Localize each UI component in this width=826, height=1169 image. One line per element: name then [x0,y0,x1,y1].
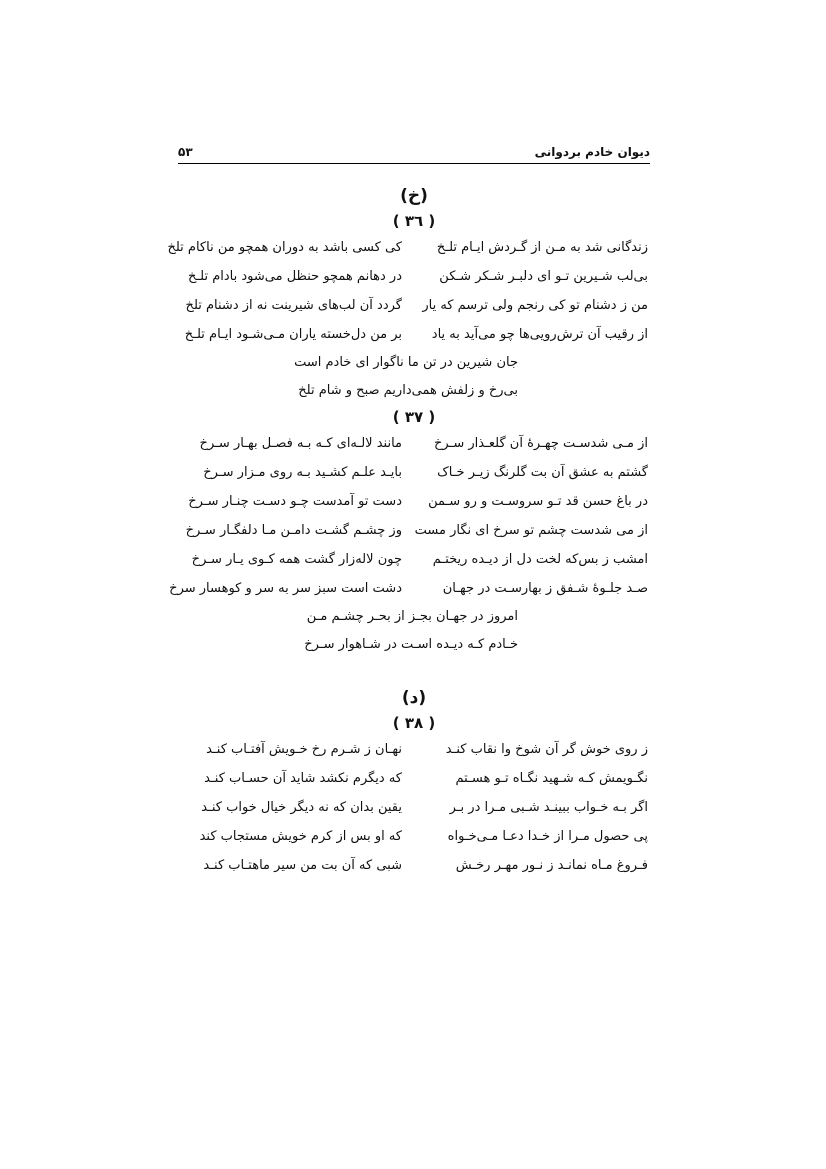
second-hemistich: که دیگرم نکشد شاید آن حسـاب کنـد [204,771,402,786]
second-hemistich: مانند لالـه‌ای کـه بـه فصـل بهـار سـرخ [199,436,402,451]
verse-line [180,291,648,320]
poem-number: ( ٣٧ ) [392,408,436,426]
second-hemistich: بایـد علـم کشـید بـه روی مـزار سـرخ [203,465,402,480]
first-hemistich: زندگانی شد به مـن از گـردش ایـام تلـخ [436,240,648,255]
second-hemistich: چون لاله‌زار گشت همه کـوی یـار سـرخ [191,552,402,567]
second-hemistich: یقین بدان که نه دیگر خیال خواب کنـد [201,800,402,815]
first-hemistich: ز روی خوش گر آن شوخ وا نقاب کنـد [445,742,648,757]
closing-verse [180,377,648,405]
verse-line [180,458,648,487]
first-hemistich: از مـی شدسـت چهـرهٔ آن گلعـذار سـرخ [433,436,648,451]
second-hemistich: کی کسی باشد به دوران همچو من ناکام تلخ [167,240,402,255]
verse-line [180,822,648,851]
first-hemistich: بی‌لب شـیرین تـو ای دلبـر شـکر شـکن [439,269,648,284]
second-hemistich: که او بس از کرم خویش مستجاب کند [199,829,402,844]
first-hemistich: از می شدست چشم تو سرخ ای نگار مست [414,523,648,538]
verse-line [180,320,648,349]
second-hemistich: وز چشـم گشـت دامـن مـا دلفگـار سـرخ [185,523,402,538]
first-hemistich: از رقیب آن ترش‌رویی‌ها چو می‌آید به یاد [431,327,648,342]
running-header [178,143,650,164]
first-hemistich: پی حصول مـرا از خـدا دعـا مـی‌خـواه [447,829,648,844]
second-hemistich: بر من دل‌خسته یاران مـی‌شـود ایـام تلـخ [184,327,402,342]
second-hemistich: دشت است سبز سر به سر و کوهسار سرخ [169,581,402,596]
first-hemistich: فـروغ مـاه نمانـد ز نـور مهـر رخـش [455,858,648,873]
closing-hemistich: خـادم کـه دیـده اسـت در شـاهوار سـرخ [304,637,518,652]
verse-line [180,262,648,291]
verse-line [180,487,648,516]
verse-line [169,574,648,603]
first-hemistich: نگـویمش کـه شـهید نگـاه تـو هسـتم [455,771,648,786]
closing-hemistich: جان شیرین در تن ما ناگوار ای خادم است [294,355,518,370]
verse-line [180,516,648,545]
verse-line [180,764,648,793]
poem-number: ( ٣٨ ) [392,714,436,732]
first-hemistich: صـد جلـوهٔ شـفق ز بهارسـت در جهـان [442,581,648,596]
first-hemistich: اگر بـه خـواب ببینـد شـبی مـرا در بـر [449,800,648,815]
poem-number: ( ٣٦ ) [392,212,436,230]
closing-verse [180,631,648,659]
first-hemistich: من ز دشنام تو کی رنجم ولی ترسم که یار [422,298,648,313]
first-hemistich: در باغ حسن قد تـو سروسـت و رو سـمن [428,494,648,509]
verse-line [180,851,648,880]
book-title: دیوان خادم بردوانی [534,145,650,159]
closing-hemistich: امروز در جهـان بجـز از بحـر چشـم مـن [306,609,518,624]
first-hemistich: گشتم به عشق آن بت گلرنگ زیـر خـاک [437,465,648,480]
poem-body [167,183,648,880]
closing-verse [180,603,648,631]
verse-line [180,735,648,764]
closing-hemistich: بی‌رخ و زلفش همی‌داریم صبح و شام تلخ [298,383,518,398]
second-hemistich: در دهانم همچو حنظل می‌شود بادام تلـخ [187,269,402,284]
section-heading: (خ) [400,186,428,206]
closing-verse [180,349,648,377]
verse-line [180,429,648,458]
page-number: ۵۳ [178,145,193,159]
verse-line [167,233,648,262]
verse-line [180,545,648,574]
second-hemistich: شبی که آن بت من سیر ماهتـاب کنـد [203,858,402,873]
section-heading: (د) [401,688,427,708]
second-hemistich: نهـان ز شـرم رخ خـویش آفتـاب کنـد [206,742,402,757]
second-hemistich: گردد آن لب‌های شیرینت نه از دشنام تلخ [185,298,402,313]
second-hemistich: دست تو آمدست چـو دسـت چنـار سـرخ [188,494,402,509]
verse-line [180,793,648,822]
section-gap [180,659,648,685]
first-hemistich: امشب ز بس‌که لخت دل از دیـده ریختـم [432,552,648,567]
